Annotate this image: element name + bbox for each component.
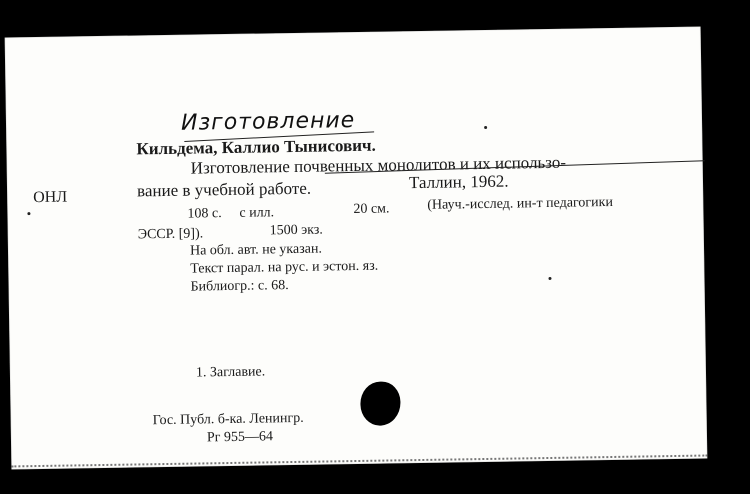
collation-pages: 108 с. (187, 206, 222, 222)
catalog-card (5, 27, 708, 470)
title-line-1: Изготовление почвенных монолитов и их использо- (190, 152, 567, 178)
place-year: Таллин, 1962. (408, 171, 509, 193)
speck (27, 212, 30, 215)
handwritten-heading: Изготовление (180, 107, 356, 136)
library-code: ОНЛ (33, 188, 68, 207)
note-parallel-text: Текст парал. на рус. и эстон. яз. (190, 258, 379, 277)
speck (548, 277, 551, 280)
note-bibliography: Библиогр.: с. 68. (190, 278, 289, 295)
card-number: Рг 955—64 (206, 429, 274, 446)
collation-size: 20 см. (353, 201, 390, 218)
library-stamp: Гос. Публ. б-ка. Ленингр. (152, 410, 304, 429)
speck (484, 126, 487, 129)
author-heading: Кильдема, Каллио Тынисович. (136, 135, 376, 159)
collation-series: (Науч.-исслед. ин-т педагогики (427, 194, 614, 213)
copies-count: 1500 экз. (269, 222, 323, 239)
tracing-title: 1. Заглавие. (195, 364, 266, 381)
title-line-2: вание в учебной работе. (136, 178, 312, 201)
note-author-not-indicated: На обл. авт. не указан. (189, 241, 323, 259)
ink-blot (360, 381, 401, 426)
collation-series-end: ЭССР. [9]). (137, 226, 204, 243)
collation-illustrations: с илл. (239, 205, 275, 221)
card-bottom-edge (11, 453, 707, 468)
